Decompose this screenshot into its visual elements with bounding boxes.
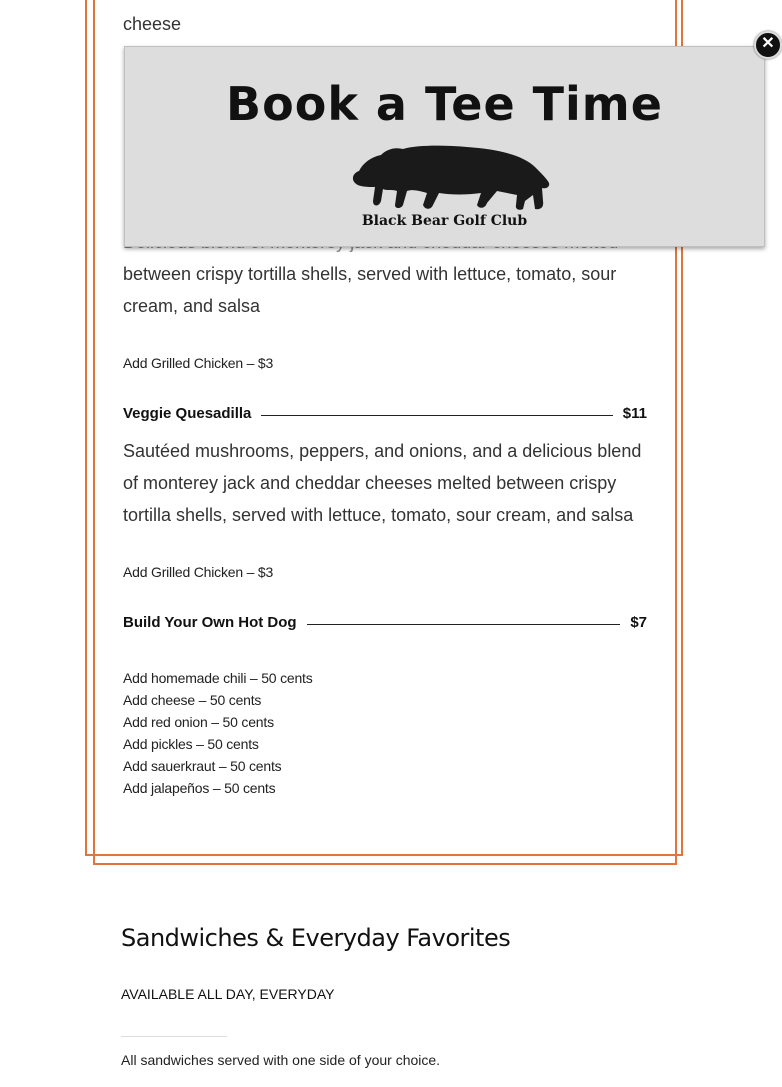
veggie-addon: Add Grilled Chicken – $3 <box>123 564 274 580</box>
menu-item-hot-dog <box>123 614 647 631</box>
veggie-description-line-1: Sautéed mushrooms, peppers, and onions, and a delicious blend <box>123 441 642 461</box>
quesadilla-addon: Add Grilled Chicken – $3 <box>123 355 274 371</box>
section-note: All sandwiches served with one side of your choice. <box>121 1052 441 1068</box>
popup-title: Book a Tee Time <box>226 77 663 131</box>
menu-item-veggie-quesadilla <box>123 405 647 422</box>
list-item: Add jalapeños – 50 cents <box>123 780 276 796</box>
list-item: Add pickles – 50 cents <box>123 736 259 752</box>
leader-line <box>307 624 621 625</box>
list-item: Add sauerkraut – 50 cents <box>123 758 282 774</box>
close-icon: ✕ <box>761 35 775 52</box>
book-tee-time-popup[interactable] <box>124 46 765 247</box>
popup-club-name: Black Bear Golf Club <box>361 213 528 229</box>
veggie-description-line-3: tortilla shells, served with lettuce, tomato, sour cream, and salsa <box>123 505 634 525</box>
quesadilla-description-line-2: between crispy tortilla shells, served with lettuce, tomato, sour <box>123 264 617 284</box>
close-popup-button[interactable] <box>754 31 782 59</box>
top-description-tail: cheese <box>123 14 182 34</box>
item-name: Build Your Own Hot Dog <box>123 614 297 631</box>
leader-line <box>261 415 612 416</box>
section-subtitle: AVAILABLE ALL DAY, EVERYDAY <box>121 986 335 1002</box>
veggie-description-line-2: of monterey jack and cheddar cheeses melted between crispy <box>123 473 617 493</box>
section-title: Sandwiches & Everyday Favorites <box>121 924 511 952</box>
quesadilla-description-line-3: cream, and salsa <box>123 296 261 316</box>
list-item: Add homemade chili – 50 cents <box>123 670 313 686</box>
list-item: Add red onion – 50 cents <box>123 714 274 730</box>
item-price: $11 <box>622 405 647 422</box>
list-item: Add cheese – 50 cents <box>123 692 262 708</box>
item-name: Veggie Quesadilla <box>123 405 252 422</box>
section-divider <box>121 1036 227 1037</box>
black-bear-logo-icon <box>347 143 551 213</box>
item-price: $7 <box>630 614 647 631</box>
hotdog-addon-list <box>123 667 313 799</box>
